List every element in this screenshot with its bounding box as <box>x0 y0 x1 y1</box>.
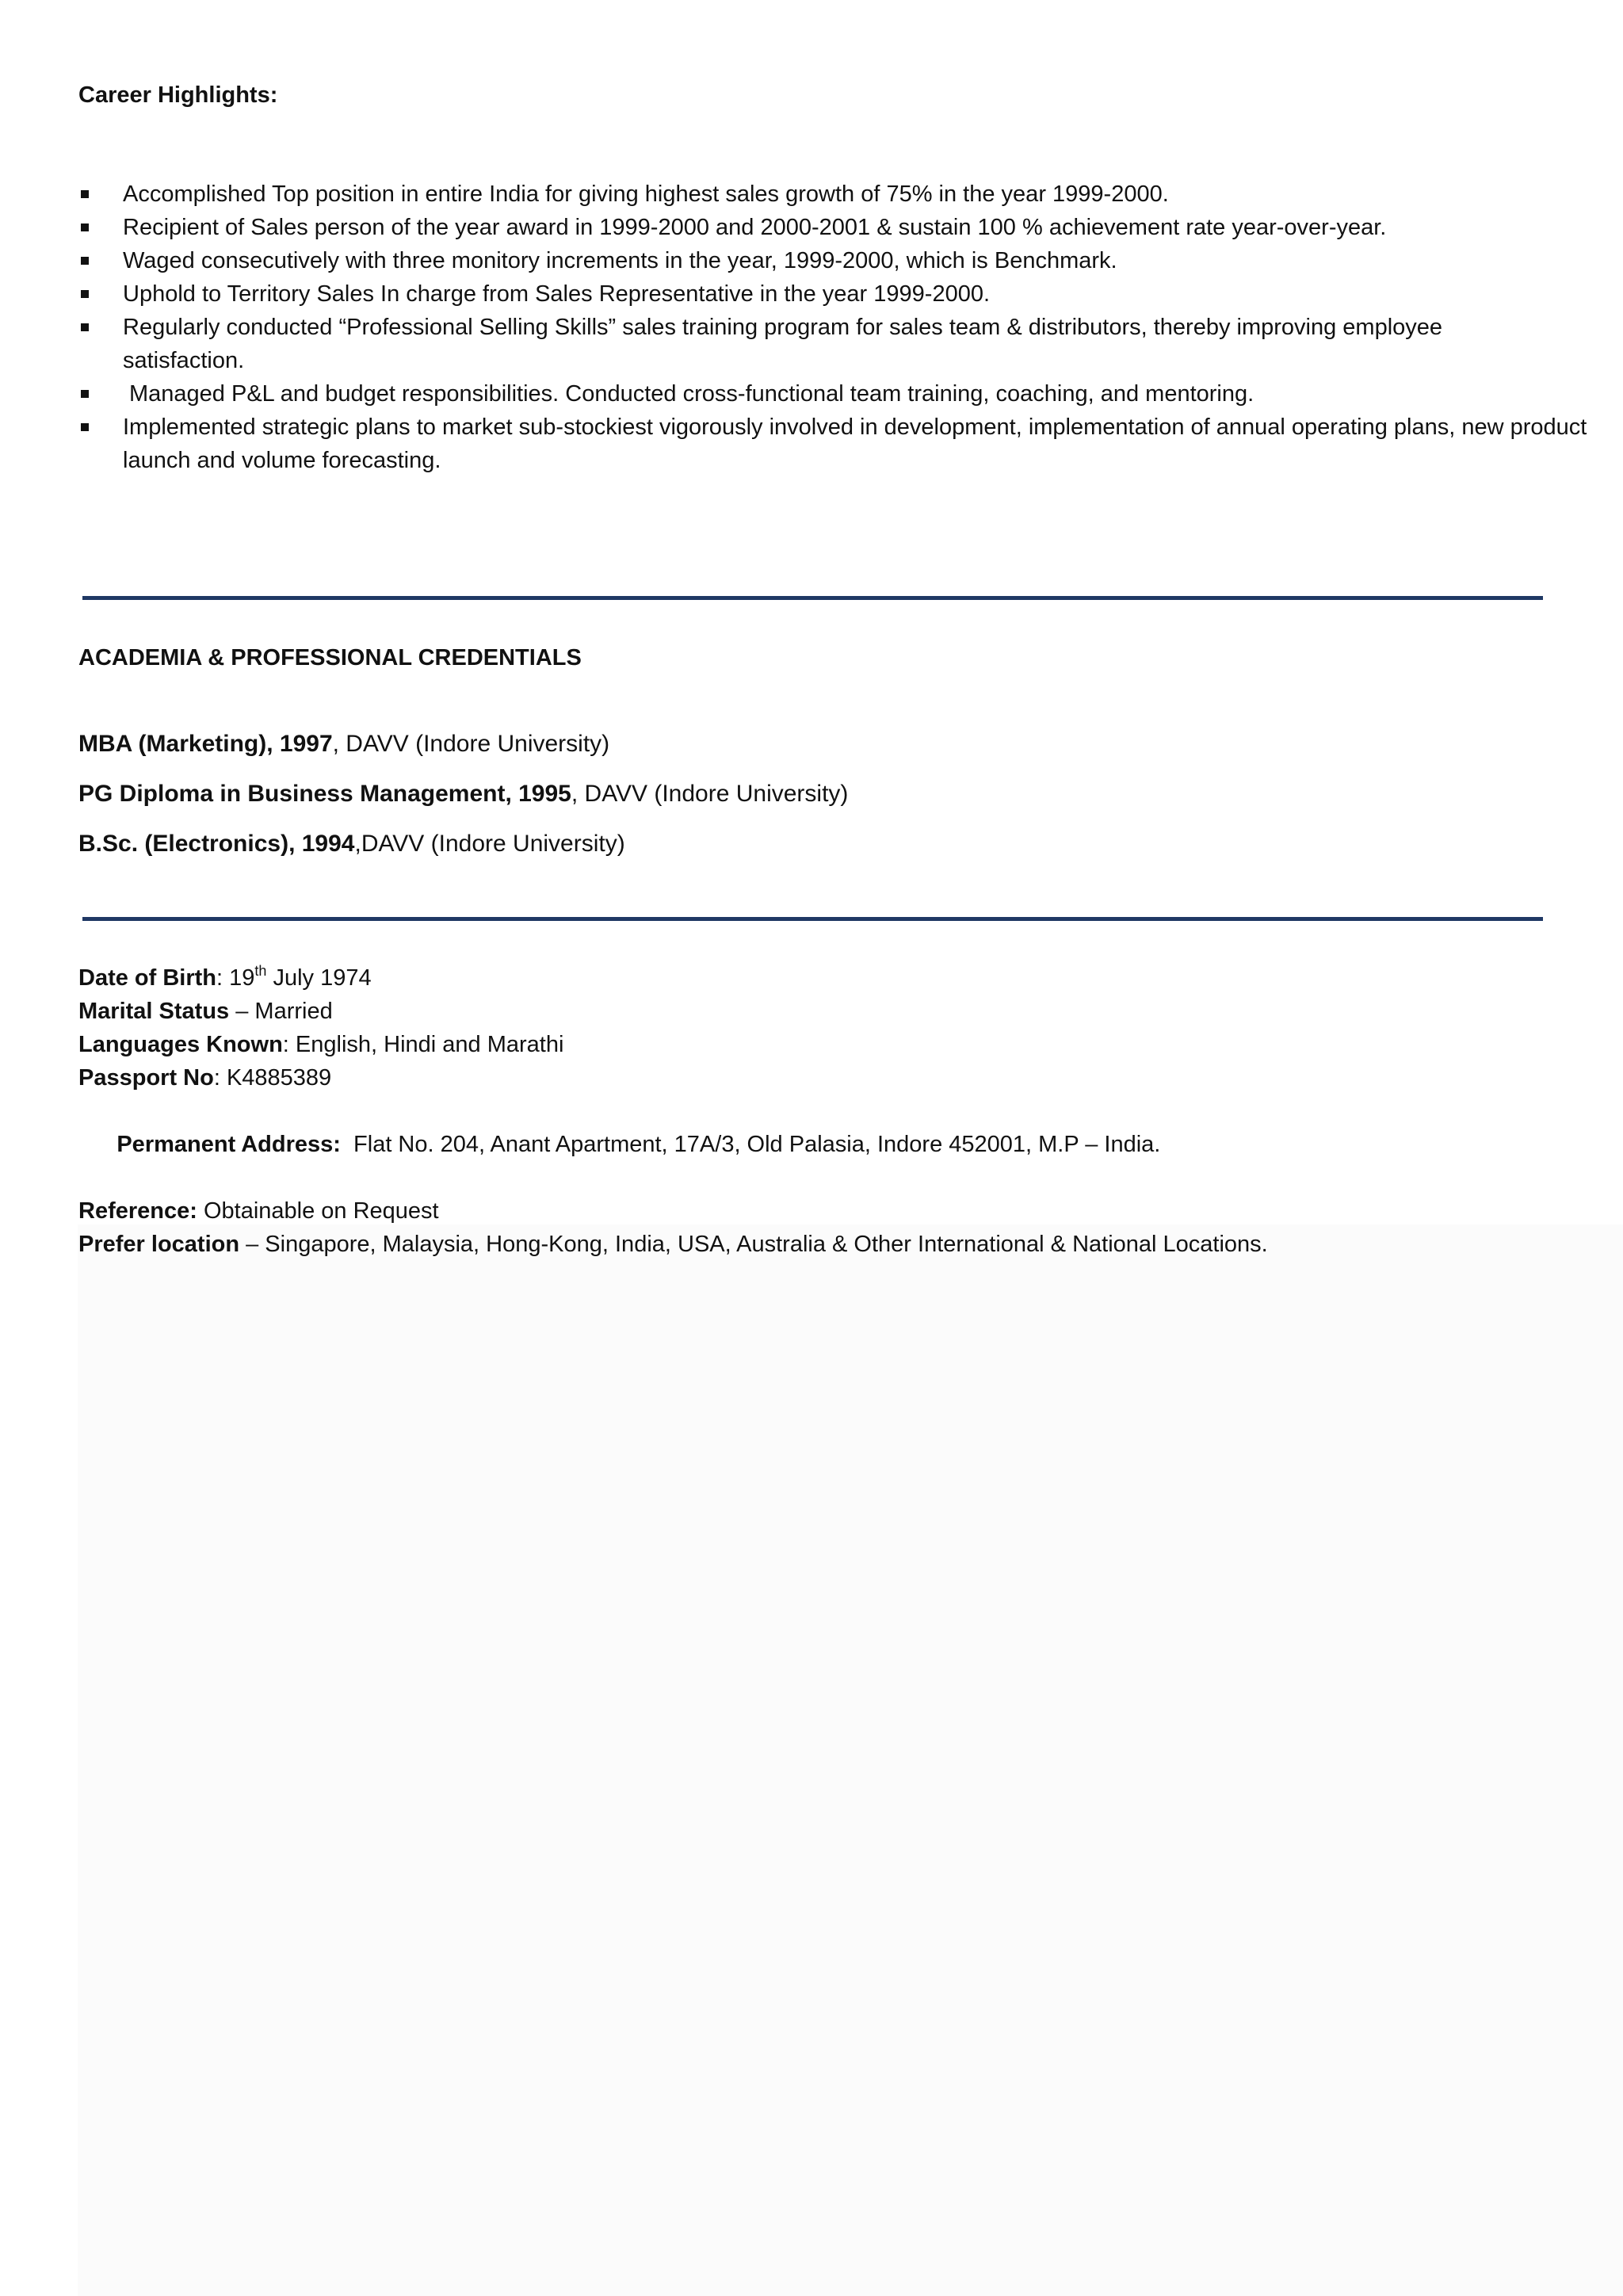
credential-degree: B.Sc. (Electronics), 1994 <box>78 831 355 857</box>
square-bullet-icon <box>81 223 89 231</box>
credential-institution: , DAVV (Indore University) <box>571 781 849 807</box>
list-item <box>78 311 1541 377</box>
square-bullet-icon <box>81 390 89 398</box>
list-item <box>78 411 1597 477</box>
address-label: Permanent Address: <box>116 1132 341 1157</box>
marital-label: Marital Status <box>78 999 230 1024</box>
location-label: Prefer location <box>78 1232 240 1257</box>
preferred-location <box>78 1228 1584 1261</box>
dob-month-year: July 1974 <box>266 965 372 991</box>
marital-value: – Married <box>229 999 333 1024</box>
list-item <box>78 277 1568 311</box>
reference-value: Obtainable on Request <box>197 1198 439 1224</box>
credential-degree: MBA (Marketing), 1997 <box>78 731 333 757</box>
academia-heading: ACADEMIA & PROFESSIONAL CREDENTIALS <box>78 645 582 670</box>
languages-value: : English, Hindi and Marathi <box>282 1032 564 1057</box>
credential-pg-diploma <box>78 779 848 809</box>
passport-value: : K4885389 <box>213 1065 332 1091</box>
square-bullet-icon <box>81 423 89 431</box>
career-highlights-list <box>78 178 1587 477</box>
dob-label: Date of Birth <box>78 965 216 991</box>
credential-mba <box>78 729 609 759</box>
list-item <box>78 178 1568 211</box>
reference-label: Reference: <box>78 1198 197 1224</box>
career-highlights-heading: Career Highlights: <box>78 82 278 108</box>
list-item <box>78 377 1568 411</box>
section-divider <box>82 596 1543 600</box>
dob-separator: : <box>216 965 230 991</box>
credential-degree: PG Diploma in Business Management, 1995 <box>78 781 571 807</box>
list-item-text: Recipient of Sales person of the year award in 1999-2000 and 2000-2001 & sustain 100 % achievement rate year-over-year. <box>123 215 1387 240</box>
list-item <box>78 244 1568 277</box>
square-bullet-icon <box>81 257 89 265</box>
list-item-text: Uphold to Territory Sales In charge from Sales Representative in the year 1999-2000. <box>123 281 991 307</box>
marital-status <box>78 995 1584 1028</box>
credential-institution: , DAVV (Indore University) <box>332 731 610 757</box>
list-item-text: Managed P&L and budget responsibilities. Conducted cross-functional team training, coaching, and mentoring. <box>129 381 1254 407</box>
square-bullet-icon <box>81 323 89 331</box>
square-bullet-icon <box>81 190 89 198</box>
languages-known <box>78 1028 1584 1061</box>
dob-day: 19 <box>229 965 255 991</box>
passport-label: Passport No <box>78 1065 214 1091</box>
list-item <box>78 211 1568 244</box>
passport-number <box>78 1061 1584 1095</box>
list-item-text: Accomplished Top position in entire India for giving highest sales growth of 75% in the year 1999-2000. <box>123 181 1169 207</box>
square-bullet-icon <box>81 290 89 298</box>
page-background-tint <box>78 1224 1623 2296</box>
address-value: Flat No. 204, Anant Apartment, 17A/3, Old Palasia, Indore 452001, M.P – India. <box>340 1132 1161 1157</box>
list-item-text: Implemented strategic plans to market sub-stockiest vigorously involved in development, implementation of annual operating plans, new product launch and volume forecasting. <box>123 415 1587 473</box>
credential-institution: ,DAVV (Indore University) <box>354 831 625 857</box>
location-value: – Singapore, Malaysia, Hong-Kong, India, USA, Australia & Other International & National Locations. <box>239 1232 1268 1257</box>
date-of-birth <box>78 961 1584 995</box>
languages-label: Languages Known <box>78 1032 283 1057</box>
section-divider <box>82 917 1543 921</box>
reference <box>78 1194 1584 1228</box>
permanent-address <box>78 1095 1584 1194</box>
dob-suffix: th <box>254 963 267 979</box>
list-item-text: Regularly conducted “Professional Selling Skills” sales training program for sales team & distributors, thereby improving employee satisfaction. <box>123 315 1443 373</box>
personal-details <box>78 961 1584 1261</box>
list-item-text: Waged consecutively with three monitory increments in the year, 1999-2000, which is Benchmark. <box>123 248 1117 273</box>
credential-bsc <box>78 829 625 859</box>
